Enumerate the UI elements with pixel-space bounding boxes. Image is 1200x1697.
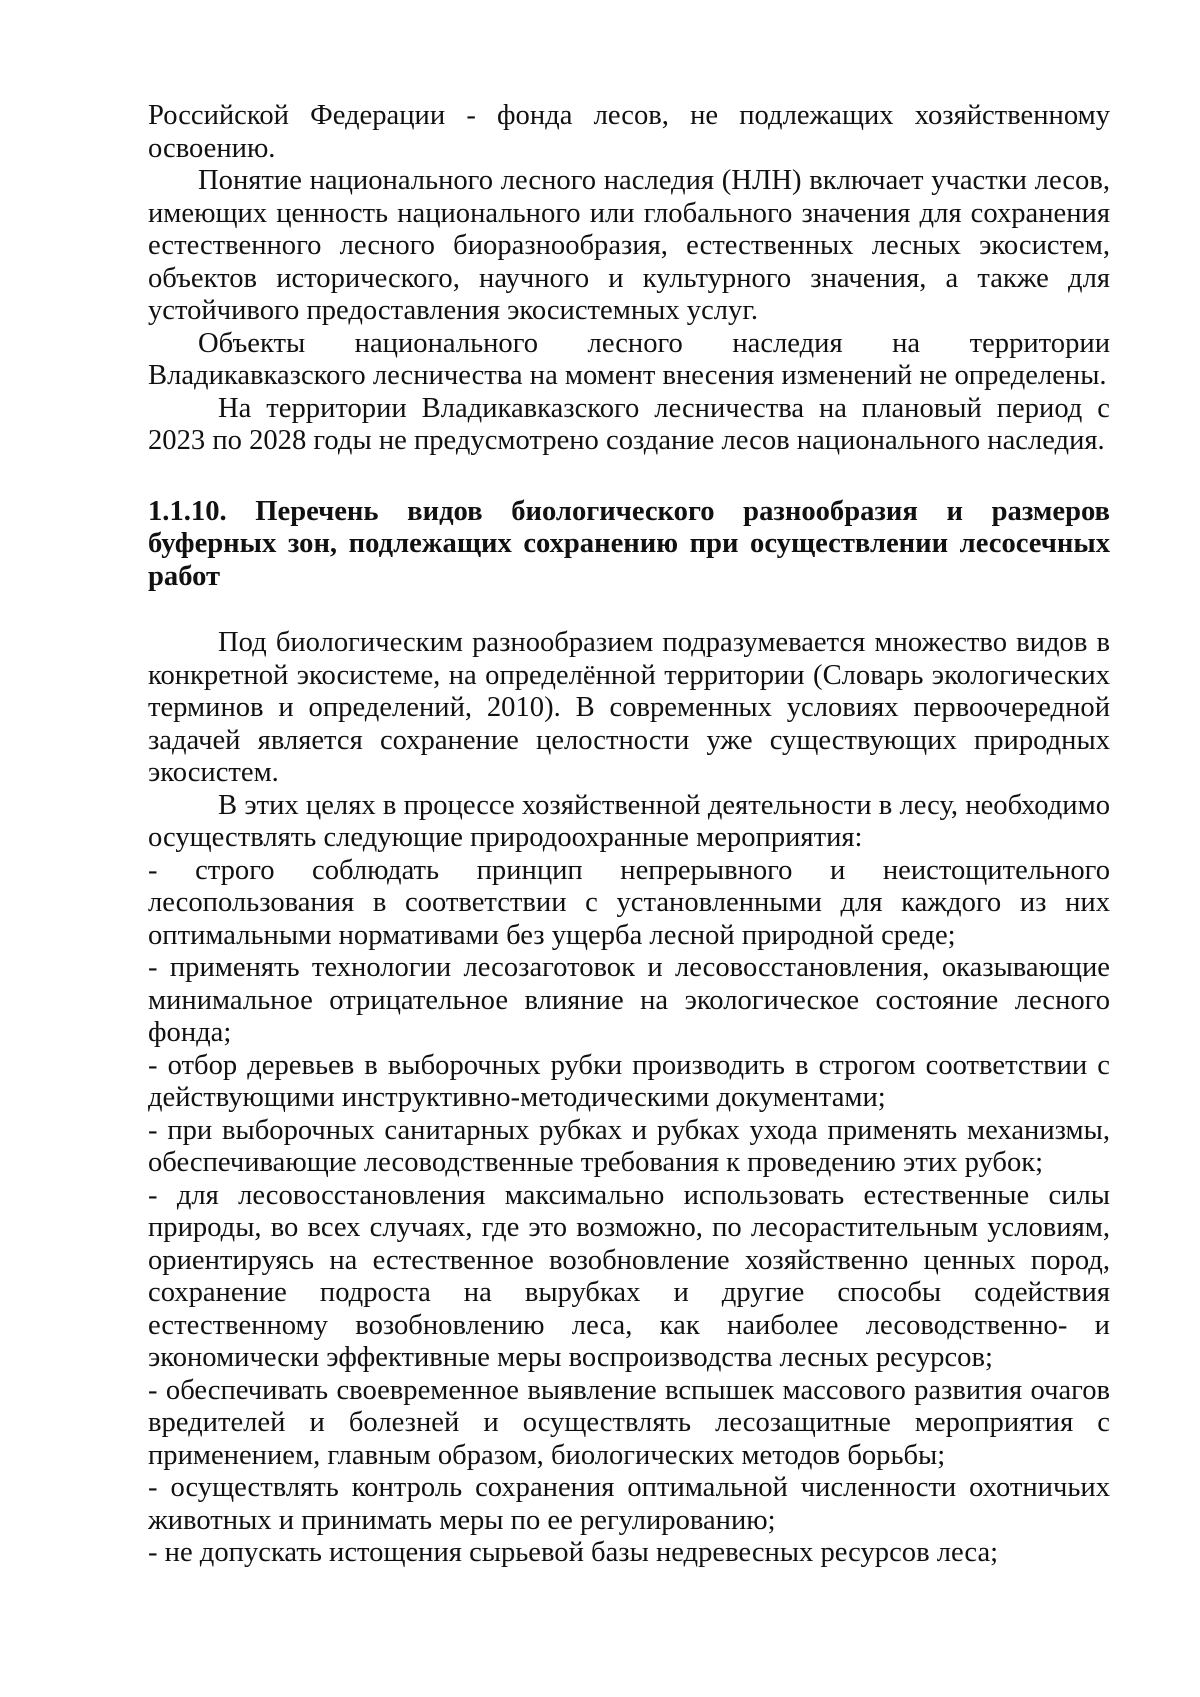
paragraph-nln-objects: Объекты национального лесного наследия на территории Владикавказского лесничества на момент внесения изменений не определены. <box>148 327 1110 391</box>
section-heading: 1.1.10. Перечень видов биологического разнообразия и размеров буферных зон, подлежащих сохранению при осуществлении лесосечных работ <box>148 495 1110 592</box>
paragraph-nln-definition: Понятие национального лесного наследия (НЛН) включает участки лесов, имеющих ценность национального или глобального значения для сохранения естественного лесного биоразнообразия, естественных лесных экосистем, объектов исторического, научного и культурного значения, а также для устойчивого предоставления экосистемных услуг. <box>148 165 1110 326</box>
list-item: - строго соблюдать принцип непрерывного и неистощительного лесопользования в соответствии с установленными для каждого из них оптимальными нормативами без ущерба лесной природной среде; <box>148 854 1110 951</box>
spacer <box>148 593 1110 627</box>
paragraph-measures-intro: В этих целях в процессе хозяйственной деятельности в лесу, необходимо осуществлять следующие природоохранные мероприятия: <box>148 789 1110 853</box>
list-item: - не допускать истощения сырьевой базы недревесных ресурсов леса; <box>148 1537 999 1568</box>
paragraph-biodiversity-definition: Под биологическим разнообразием подразумевается множество видов в конкретной экосистеме, на определённой территории (Словарь экологических терминов и определений, 2010). В современных условиях первоочередной задачей является сохранение целостности уже существующих природных экосистем. <box>148 627 1110 788</box>
list-item: - при выборочных санитарных рубках и рубках ухода применять механизмы, обеспечивающие лесоводственные требования к проведению этих рубок; <box>148 1114 1110 1178</box>
list-item: - для лесовосстановления максимально использовать естественные силы природы, во всех случаях, где это возможно, по лесорастительным условиям, ориентируясь на естественное возобновление хозяйственно ценных пород, сохранение подроста на вырубках и другие способы содействия естественному возобновлению леса, как наиболее лесоводственно- и экономически эффективные меры воспроизводства лесных ресурсов; <box>148 1179 1110 1373</box>
paragraph-nln-plan: На территории Владикавказского лесничества на плановый период с 2023 по 2028 годы не предусмотрено создание лесов национального наследия. <box>148 392 1110 456</box>
list-item: - обеспечивать своевременное выявление вспышек массового развития очагов вредителей и болезней и осуществлять лесозащитные мероприятия с применением, главным образом, биологических методов борьбы; <box>148 1374 1110 1471</box>
paragraph-continuation: Российской Федерации - фонда лесов, не подлежащих хозяйственному освоению. <box>148 100 1110 164</box>
spacer <box>148 458 1110 496</box>
list-item: - применять технологии лесозаготовок и лесовосстановления, оказывающие минимальное отрицательное влияние на экологическое состояние лесного фонда; <box>148 952 1110 1048</box>
list-item: - отбор деревьев в выборочных рубки производить в строгом соответствии с действующими инструктивно-методическими документами; <box>148 1049 1110 1113</box>
document-page <box>148 100 1110 1570</box>
list-item: - осуществлять контроль сохранения оптимальной численности охотничьих животных и принимать меры по ее регулированию; <box>148 1472 1110 1536</box>
